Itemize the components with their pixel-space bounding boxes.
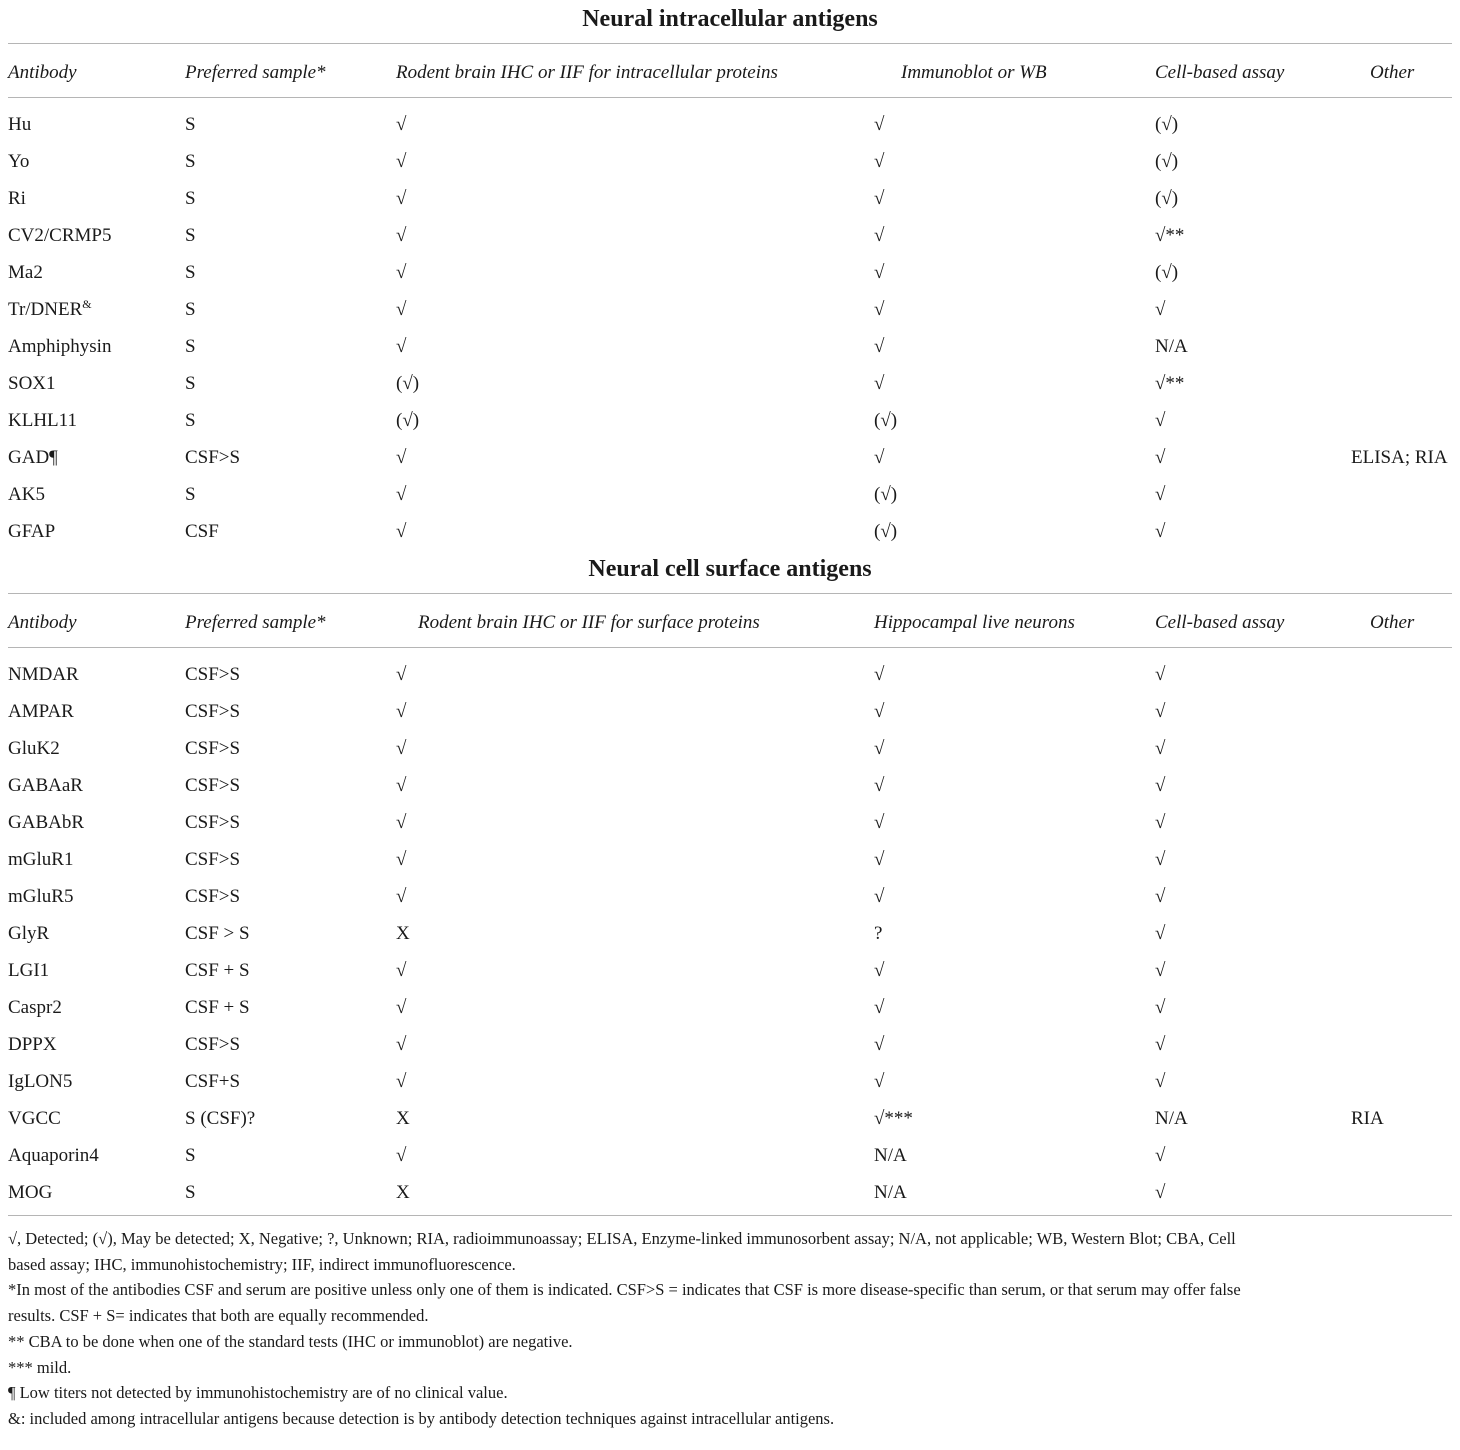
cell-antibody: VGCC: [8, 1108, 61, 1129]
table-row: [8, 952, 1452, 989]
cell-cba: (√): [1155, 188, 1179, 209]
footnote-double-star: ** CBA to be done when one of the standard tests (IHC or immunoblot) are negative.: [8, 1331, 573, 1351]
cell-ihc: √: [396, 1145, 407, 1166]
cell-col4: √: [874, 262, 885, 283]
cell-cba: N/A: [1155, 336, 1188, 357]
cell-sample: CSF + S: [185, 997, 250, 1018]
cell-antibody: LGI1: [8, 960, 50, 981]
table-row: [8, 693, 1452, 730]
cell-antibody: GAD¶: [8, 447, 58, 468]
cell-antibody: mGluR1: [8, 849, 74, 870]
cell-col4: √: [874, 701, 885, 722]
cell-ihc: X: [396, 923, 410, 944]
cell-col4: √: [874, 775, 885, 796]
header-row-intracellular: [8, 44, 1452, 97]
table-row: [8, 915, 1452, 952]
cell-sample: CSF: [185, 521, 219, 542]
cell-cba: √: [1155, 997, 1166, 1018]
section-title-intracellular: Neural intracellular antigens: [582, 6, 878, 32]
cell-sample: S: [185, 188, 196, 209]
cell-cba: √**: [1155, 373, 1185, 394]
cell-sample: S: [185, 336, 196, 357]
cell-cba: √: [1155, 849, 1166, 870]
header-cba: Cell-based assay: [1155, 612, 1285, 633]
cell-sample: S: [185, 484, 196, 505]
table-row: [8, 730, 1452, 767]
cell-cba: √: [1155, 886, 1166, 907]
cell-ihc: √: [396, 188, 407, 209]
header-hippocampal: Hippocampal live neurons: [874, 612, 1075, 633]
cell-col4: √: [874, 188, 885, 209]
cell-antibody: MOG: [8, 1182, 53, 1203]
header-ihc: Rodent brain IHC or IIF for intracellular proteins: [396, 62, 778, 83]
cell-col4: √: [874, 299, 885, 320]
cell-col4: √: [874, 960, 885, 981]
footnote-ampersand: &: included among intracellular antigens because detection is by antibody detection techniques against intracellular antigens.: [8, 1408, 835, 1428]
table-row: [8, 291, 1452, 328]
table-page: [8, 0, 1452, 1432]
cell-col4: √: [874, 997, 885, 1018]
cell-sample: CSF>S: [185, 1034, 241, 1055]
cell-cba: √: [1155, 1071, 1166, 1092]
cell-ihc: X: [396, 1108, 410, 1129]
cell-cba: N/A: [1155, 1108, 1188, 1129]
cell-antibody: CV2/CRMP5: [8, 225, 112, 246]
cell-cba: (√): [1155, 151, 1179, 172]
cell-cba: √: [1155, 775, 1166, 796]
table-row: [8, 1063, 1452, 1100]
rows-surface: [8, 648, 1452, 1211]
cell-sample: S: [185, 1145, 196, 1166]
cell-ihc: √: [396, 447, 407, 468]
cell-ihc: √: [396, 151, 407, 172]
cell-col4: (√): [874, 484, 898, 505]
footnote-star: *In most of the antibodies CSF and serum are positive unless only one of them is indicated. CSF>S = indicates that CSF is more disease-specific than serum, or that serum may offer false: [8, 1280, 1241, 1300]
cell-cba: (√): [1155, 114, 1179, 135]
table-row: [8, 365, 1452, 402]
cell-col4: √: [874, 447, 885, 468]
cell-cba: √: [1155, 960, 1166, 981]
header-antibody: Antibody: [8, 62, 77, 83]
table-row: [8, 767, 1452, 804]
table-row: [8, 328, 1452, 365]
cell-ihc: √: [396, 701, 407, 722]
footnote-pilcrow: ¶ Low titers not detected by immunohistochemistry are of no clinical value.: [8, 1383, 508, 1403]
table-row: [8, 878, 1452, 915]
cell-ihc: √: [396, 886, 407, 907]
cell-antibody: Tr/DNER&: [8, 297, 92, 320]
cell-antibody: GlyR: [8, 923, 50, 944]
cell-sample: S: [185, 373, 196, 394]
cell-antibody: Ri: [8, 188, 26, 209]
cell-cba: √: [1155, 299, 1166, 320]
cell-sample: CSF > S: [185, 923, 250, 944]
cell-antibody: Aquaporin4: [8, 1145, 99, 1166]
table-row: [8, 143, 1452, 180]
cell-cba: √: [1155, 664, 1166, 685]
cell-ihc: √: [396, 299, 407, 320]
cell-col4: √: [874, 812, 885, 833]
header-sample: Preferred sample*: [185, 612, 326, 633]
cell-sample: S: [185, 299, 196, 320]
cell-cba: √: [1155, 410, 1166, 431]
cell-sample: S: [185, 262, 196, 283]
table-row: [8, 217, 1452, 254]
cell-col4: √: [874, 1071, 885, 1092]
cell-col4: √***: [874, 1108, 913, 1129]
cell-sample: S: [185, 114, 196, 135]
cell-sample: CSF+S: [185, 1071, 241, 1092]
cell-antibody: Caspr2: [8, 997, 62, 1018]
cell-ihc: √: [396, 262, 407, 283]
header-immunoblot: Immunoblot or WB: [901, 62, 1047, 83]
header-other: Other: [1370, 62, 1415, 83]
cell-sample: S: [185, 225, 196, 246]
cell-other: ELISA; RIA: [1351, 447, 1448, 468]
cell-ihc: √: [396, 484, 407, 505]
cell-col4: √: [874, 225, 885, 246]
table-row: [8, 180, 1452, 217]
footnotes: [8, 1216, 1452, 1432]
cell-ihc: √: [396, 521, 407, 542]
cell-ihc: X: [396, 1182, 410, 1203]
cell-sample: S: [185, 410, 196, 431]
cell-ihc: √: [396, 114, 407, 135]
table-row: [8, 1137, 1452, 1174]
header-other: Other: [1370, 612, 1415, 633]
cell-ihc: √: [396, 960, 407, 981]
cell-antibody: AMPAR: [8, 701, 74, 722]
cell-sample: CSF>S: [185, 738, 241, 759]
table-row: [8, 656, 1452, 693]
cell-antibody: Hu: [8, 114, 32, 135]
cell-cba: √: [1155, 923, 1166, 944]
cell-cba: √: [1155, 1182, 1166, 1203]
cell-cba: √: [1155, 521, 1166, 542]
cell-col4: √: [874, 151, 885, 172]
cell-col4: (√): [874, 521, 898, 542]
cell-col4: √: [874, 738, 885, 759]
cell-col4: √: [874, 114, 885, 135]
cell-ihc: √: [396, 1034, 407, 1055]
cell-col4: ?: [874, 923, 883, 944]
cell-sample: CSF>S: [185, 812, 241, 833]
cell-cba: √: [1155, 1034, 1166, 1055]
cell-col4: √: [874, 1034, 885, 1055]
header-row-surface: [8, 594, 1452, 647]
cell-sample: CSF>S: [185, 775, 241, 796]
cell-sample: S: [185, 151, 196, 172]
cell-sample: S (CSF)?: [185, 1108, 256, 1129]
section-title-surface: Neural cell surface antigens: [588, 556, 872, 582]
header-cba: Cell-based assay: [1155, 62, 1285, 83]
cell-ihc: √: [396, 225, 407, 246]
cell-ihc: √: [396, 1071, 407, 1092]
cell-antibody: Amphiphysin: [8, 336, 112, 357]
header-ihc: Rodent brain IHC or IIF for surface proteins: [418, 612, 760, 633]
cell-col4: √: [874, 373, 885, 394]
cell-antibody: mGluR5: [8, 886, 74, 907]
cell-ihc: √: [396, 664, 407, 685]
cell-antibody: DPPX: [8, 1034, 57, 1055]
cell-cba: √**: [1155, 225, 1185, 246]
cell-other: RIA: [1351, 1108, 1384, 1129]
table-row: [8, 402, 1452, 439]
cell-sample: CSF>S: [185, 664, 241, 685]
cell-antibody: KLHL11: [8, 410, 77, 431]
cell-col4: √: [874, 336, 885, 357]
cell-col4: √: [874, 849, 885, 870]
cell-cba: √: [1155, 447, 1166, 468]
cell-antibody: GFAP: [8, 521, 56, 542]
cell-col4: N/A: [874, 1145, 907, 1166]
cell-col4: N/A: [874, 1182, 907, 1203]
cell-col4: (√): [874, 410, 898, 431]
cell-antibody: AK5: [8, 484, 45, 505]
table-row: [8, 476, 1452, 513]
footnote-legend: √, Detected; (√), May be detected; X, Negative; ?, Unknown; RIA, radioimmunoassay; ELISA, Enzyme-linked immunosorbent assay; N/A, not applicable; WB, Western Blot; CBA, Cell: [8, 1229, 1236, 1248]
cell-antibody: Yo: [8, 151, 30, 172]
cell-ihc: √: [396, 812, 407, 833]
cell-antibody: GluK2: [8, 738, 60, 759]
table-row: [8, 106, 1452, 143]
cell-ihc: √: [396, 997, 407, 1018]
header-antibody: Antibody: [8, 612, 77, 633]
cell-sample: CSF + S: [185, 960, 250, 981]
table-row: [8, 439, 1452, 476]
cell-sample: S: [185, 1182, 196, 1203]
cell-cba: √: [1155, 484, 1166, 505]
cell-ihc: √: [396, 738, 407, 759]
cell-ihc: (√): [396, 410, 420, 431]
cell-ihc: √: [396, 775, 407, 796]
cell-antibody: SOX1: [8, 373, 56, 394]
cell-sample: CSF>S: [185, 701, 241, 722]
footnote-legend-cont: based assay; IHC, immunohistochemistry; IIF, indirect immunofluorescence.: [8, 1254, 516, 1274]
table-row: [8, 513, 1452, 550]
rows-intracellular: [8, 98, 1452, 550]
cell-ihc: √: [396, 849, 407, 870]
cell-sample: CSF>S: [185, 849, 241, 870]
cell-cba: √: [1155, 1145, 1166, 1166]
cell-antibody: IgLON5: [8, 1071, 73, 1092]
cell-cba: √: [1155, 701, 1166, 722]
table-row: [8, 841, 1452, 878]
table-row: [8, 989, 1452, 1026]
cell-sample: CSF>S: [185, 886, 241, 907]
cell-antibody: Ma2: [8, 262, 43, 283]
cell-col4: √: [874, 664, 885, 685]
table-row: [8, 1026, 1452, 1063]
cell-col4: √: [874, 886, 885, 907]
cell-ihc: √: [396, 336, 407, 357]
header-sample: Preferred sample*: [185, 62, 326, 83]
cell-ihc: (√): [396, 373, 420, 394]
cell-antibody: GABAbR: [8, 812, 85, 833]
cell-cba: √: [1155, 812, 1166, 833]
table-row: [8, 1174, 1452, 1211]
footnote-star-cont: results. CSF + S= indicates that both are equally recommended.: [8, 1306, 429, 1326]
cell-antibody: GABAaR: [8, 775, 83, 796]
cell-antibody: NMDAR: [8, 664, 79, 685]
cell-cba: (√): [1155, 262, 1179, 283]
table-row: [8, 804, 1452, 841]
cell-cba: √: [1155, 738, 1166, 759]
table-row: [8, 1100, 1452, 1137]
cell-sample: CSF>S: [185, 447, 241, 468]
footnote-marker: &: [82, 297, 92, 311]
footnote-triple-star: *** mild.: [8, 1357, 72, 1377]
table-row: [8, 254, 1452, 291]
